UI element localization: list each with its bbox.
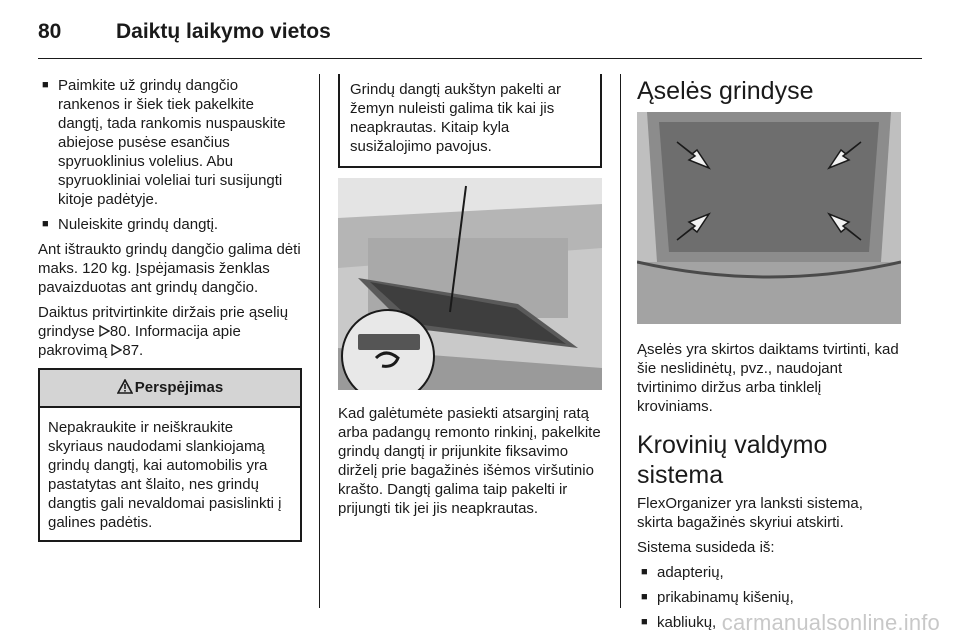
warning-title: Perspėjimas xyxy=(134,379,224,396)
column-middle xyxy=(338,74,602,524)
trunk-eyelets-illustration xyxy=(637,112,901,324)
tie-down-paragraph: Daiktus pritvirtinkite diržais prie ąselių grindyse 80. Informacija apie pakrovimą 87. xyxy=(38,304,289,359)
bullet-mark: ■ xyxy=(641,566,648,578)
load-limit-paragraph: Ant ištraukto grindų dangčio galima dėti maks. 120 kg. Įspėjamasis ženklas pavaizduotas ant grindų dangčio. xyxy=(38,241,301,296)
page-reference[interactable]: 87 xyxy=(122,342,140,359)
header-rule xyxy=(38,58,922,59)
component-item: kabliukų, xyxy=(657,614,717,631)
eyelets-paragraph: Ąselės yra skirtos daiktams tvirtinti, kad šie neslidinėtų, pvz., naudojant tvirtinimo diržus arba tinklelį kroviniams. xyxy=(637,341,899,415)
watermark: carmanualsonline.info xyxy=(721,610,940,635)
spare-wheel-paragraph: Kad galėtumėte pasiekti atsarginį ratą arba padangų remonto rinkinį, pakelkite grindų dangtį ir prijunkite fiksavimo dirželį prie bagažinės išėmos viršutinio krašto. Dangtį galima taip pakelti ir prijungti tik jei jis neapkrautas. xyxy=(338,405,601,517)
page-reference-arrow-icon[interactable] xyxy=(99,323,110,335)
section-heading-cargo-system: Krovinių valdymo sistema xyxy=(637,431,828,489)
note-box: Grindų dangtį aukštyn pakelti ar žemyn nuleisti galima tik kai jis neapkrautas. Kitaip kyla susižalojimo pavojus. xyxy=(338,74,602,168)
component-item: adapterių, xyxy=(657,564,724,581)
page-reference[interactable]: 80 xyxy=(109,323,127,340)
page-header xyxy=(38,14,331,50)
column-right xyxy=(637,76,901,638)
system-consists-paragraph: Sistema susideda iš: xyxy=(637,539,775,556)
page-number: 80 xyxy=(38,20,62,43)
flexorganizer-paragraph: FlexOrganizer yra lanksti sistema, skirta bagažinės skyriui atskirti. xyxy=(637,495,863,531)
list-item xyxy=(38,76,302,209)
warning-text: Nepakraukite ir neiškraukite skyriaus naudodami slankiojamą grindų dangtį, kai automobilis yra pastatytas ant šlaito, nes grindų dangtis gali nevaldomai pasislinkti į galines padėtis. xyxy=(48,419,282,531)
warning-box xyxy=(38,368,302,542)
component-item: prikabinamų kišenių, xyxy=(657,589,794,606)
section-heading-eyelets: Ąselės grindyse xyxy=(637,77,814,105)
column-divider xyxy=(319,74,320,608)
list-item xyxy=(637,588,901,607)
bullet-mark: ■ xyxy=(641,616,648,628)
column-divider xyxy=(620,74,621,608)
bullet-mark: ■ xyxy=(42,79,49,91)
page-reference-arrow-icon[interactable] xyxy=(111,342,122,354)
list-item xyxy=(38,215,302,234)
instruction-text: Nuleiskite grindų dangtį. xyxy=(58,216,219,233)
column-left xyxy=(38,76,302,542)
instruction-text: Paimkite už grindų dangčio rankenos ir šiek tiek pakelkite dangtį, tada rankomis nuspauskite abiejose pusėse esančius spyruoklinius volelius. Abu spyruokliniai voleliai turi susijungti kitoje padėtyje. xyxy=(58,77,286,208)
warning-triangle-icon xyxy=(117,372,133,408)
floor-cover-illustration xyxy=(338,178,602,390)
page-title: Daiktų laikymo vietos xyxy=(116,20,331,43)
bullet-mark: ■ xyxy=(42,218,49,230)
warning-header xyxy=(40,370,300,408)
list-item xyxy=(637,563,901,582)
bullet-mark: ■ xyxy=(641,591,648,603)
